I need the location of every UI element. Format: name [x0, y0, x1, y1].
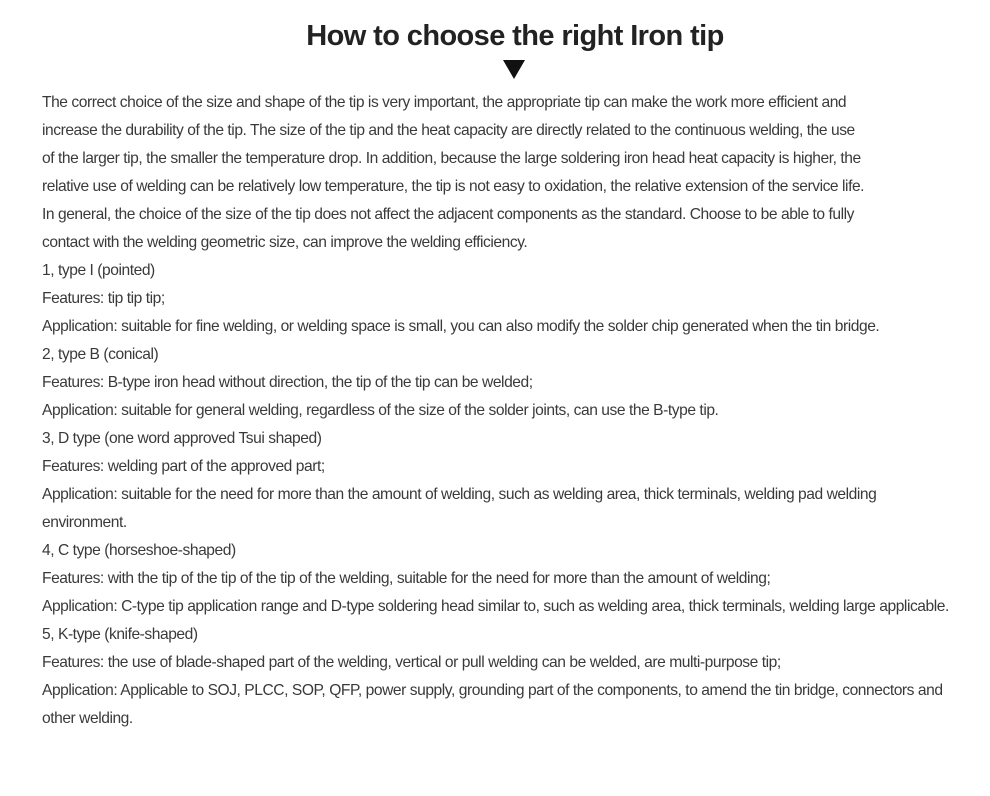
intro-line: increase the durability of the tip. The size of the tip and the heat capacity are directly related to the continuous welding, the use: [42, 122, 855, 139]
type-application: Application: suitable for the need for more than the amount of welding, such as welding area, thick terminals, welding pad welding environment.: [42, 486, 877, 531]
type-features: Features: with the tip of the tip of the tip of the welding, suitable for the need for more than the amount of welding;: [42, 570, 771, 587]
type-features: Features: B-type iron head without direction, the tip of the tip can be welded;: [42, 374, 533, 391]
type-application: Application: suitable for fine welding, or welding space is small, you can also modify the solder chip generated when the tin bridge.: [42, 318, 880, 335]
type-application: Application: suitable for general welding, regardless of the size of the solder joints, can use the B-type tip.: [42, 402, 719, 419]
type-heading: 4, C type (horseshoe-shaped): [42, 542, 236, 559]
intro-line: relative use of welding can be relatively low temperature, the tip is not easy to oxidation, the relative extension of the service life.: [42, 178, 865, 195]
type-features: Features: the use of blade-shaped part of the welding, vertical or pull welding can be welded, are multi-purpose tip;: [42, 654, 781, 671]
intro-line: In general, the choice of the size of the tip does not affect the adjacent components as the standard. Choose to be able to fully: [42, 206, 855, 223]
type-heading: 3, D type (one word approved Tsui shaped): [42, 430, 322, 447]
type-heading: 2, type B (conical): [42, 346, 159, 363]
page-title: How to choose the right Iron tip: [306, 20, 724, 52]
down-arrow-icon: [503, 60, 525, 79]
intro-line: contact with the welding geometric size, can improve the welding efficiency.: [42, 234, 528, 251]
type-features: Features: tip tip tip;: [42, 290, 165, 307]
intro-line: The correct choice of the size and shape of the tip is very important, the appropriate tip can make the work more efficient and: [42, 94, 847, 111]
type-heading: 5, K-type (knife-shaped): [42, 626, 198, 643]
type-features: Features: welding part of the approved part;: [42, 458, 325, 475]
type-heading: 1, type I (pointed): [42, 262, 155, 279]
type-application: Application: C-type tip application range and D-type soldering head similar to, such as welding area, thick terminals, welding large applicable.: [42, 598, 949, 615]
article-body: [42, 89, 954, 733]
intro-line: of the larger tip, the smaller the temperature drop. In addition, because the large soldering iron head heat capacity is higher, the: [42, 150, 861, 167]
type-application: Application: Applicable to SOJ, PLCC, SOP, QFP, power supply, grounding part of the components, to amend the tin bridge, connectors and other welding.: [42, 682, 943, 727]
